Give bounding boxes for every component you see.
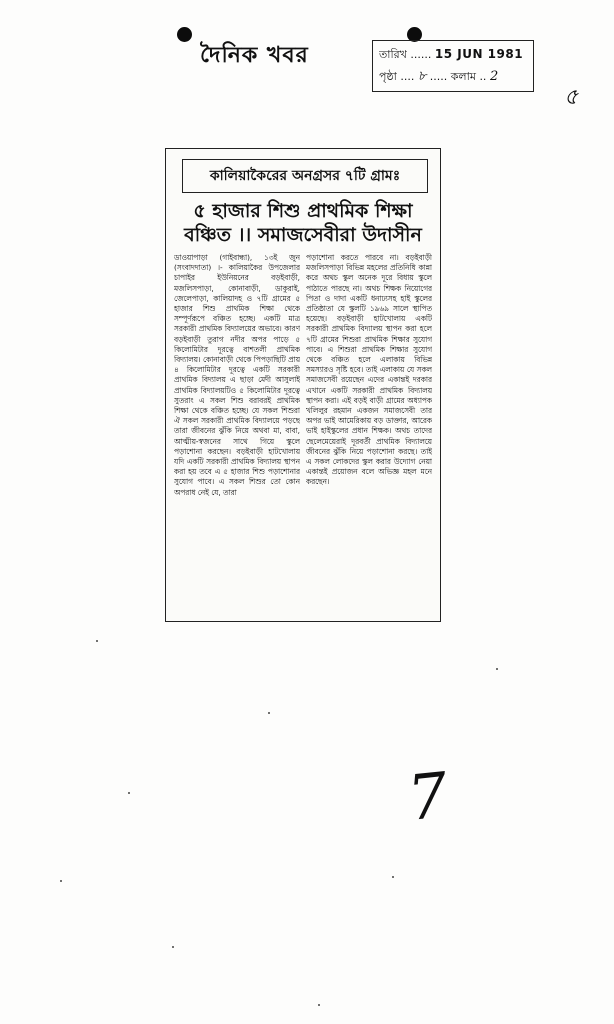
article-kicker: কালিয়াকৈরের অনগ্রসর ৭টি গ্রামঃ <box>182 159 428 193</box>
news-clipping <box>165 148 441 622</box>
article-body <box>174 253 432 498</box>
scan-speck <box>172 946 174 948</box>
date-stamp: তারিখ ...... 15 JUN 1981 পৃষ্ঠা .... ৮ ..... কলাম .. 2 <box>372 40 534 92</box>
stamp-column-value: 2 <box>489 69 499 84</box>
stamp-column-label: কলাম <box>450 70 476 83</box>
stamp-page-label: পৃষ্ঠা <box>379 70 397 83</box>
stamp-date-value: 15 JUN 1981 <box>434 47 524 61</box>
stamp-page-value: ৮ <box>417 69 427 84</box>
scan-speck <box>318 1004 320 1006</box>
stamp-date-label: তারিখ <box>379 48 407 61</box>
article-headline: ৫ হাজার শিশু প্রাথমিক শিক্ষা বঞ্চিত ।। সমাজসেবীরা উদাসীন <box>184 200 422 246</box>
newspaper-name: দৈনিক খবর <box>200 42 309 68</box>
scan-speck <box>96 640 98 642</box>
scan-speck <box>268 712 270 714</box>
scan-speck <box>60 880 62 882</box>
article-column-right <box>306 253 432 498</box>
column-left-text: ডাওয়াপাড়া (গাইবান্ধা), ১৩ই জুন (সংবাদদাতা) ।- কালিয়াকৈর উপজেলার চাপাইর ইউনিয়নের বড়ইবাড়ী, মজলিসপাড়া, কোনাবাড়ী, ডাকুরাই, জেলেপাড়া, কালিয়াদহ ও ৭টি গ্রামের ৫ হাজার শিশু প্রাথমিক শিক্ষা থেকে সম্পূর্ণরূপে বঞ্চিত হচ্ছে। একটি মাত্র সরকারী প্রাথমিক বিদ্যালয়ের অভাবে। কারণ বড়ইবাড়ী তুরাগ নদীর অপর পাড়ে ৫ কিলোমিটার দূরত্বে বাশতলী প্রাথমিক বিদ্যালয়। কোনাবাড়ী থেকে পিপড়াছিটি প্রায় ৪ কিলোমিটার দূরত্বে একটি সরকারী প্রাথমিক বিদ্যালয় এ ছাড়া মেদী আসুলাই প্রাথমিক বিদ্যালয়টিও ৫ কিলোমিটার দূরত্বে সুতরাং এ সকল শিশু বরাবরই প্রাথমিক শিক্ষা থেকে বঞ্চিত হচ্ছে। যে সকল শিশুরা ঐ সকল সরকারী প্রাথমিক বিদ্যালয়ে পড়ছে তারা জীবনের ঝুঁকি নিয়ে অথবা মা, বাবা, আত্মীয়-স্বজনের সাথে গিয়ে স্কুলে পড়াশোনা করছেন। বড়ইবাড়ী হাটখোলায় যদি একটি সরকারী প্রাথমিক বিদ্যালয় স্থাপন করা হয় তবে এ ৫ হাজার শিশু পড়াশোনার সুযোগ পাবে। এ সকল শিশুর তো কোন অপরাধ নেই যে, তারা <box>174 253 300 497</box>
punch-hole-left <box>177 27 192 42</box>
article-column-left <box>174 253 300 498</box>
scan-speck <box>392 876 394 878</box>
scan-speck <box>128 792 130 794</box>
handwritten-number: 7 <box>404 758 452 835</box>
margin-mark: ৫ <box>564 85 579 110</box>
column-right-text: পড়াশোনা করতে পারবে না। বড়ইবাড়ী মজলিসপাড়া বিভিন্ন মহলের প্রতিনিধি কান্না করে অথচ স্কুল অনেক দূরে বিধায় স্কুলে পাঠাতে পারছে না। অথচ শিক্ষক নিয়োগের পিতা ও দাদা একটি ধনাঢ্যসহ হাই স্কুলের প্রতিষ্ঠাতা যে স্কুলটি ১৯৬৯ সালে স্থাপিত হয়েছে। বড়ইবাড়ী হাটখোলায় একটি সরকারী প্রাথমিক বিদ্যালয় স্থাপন করা হলে ৭টি গ্রামের শিশুরা প্রাথমিক শিক্ষার সুযোগ পাবে। এ শিশুরা প্রাথমিক শিক্ষার সুযোগ থেকে বঞ্চিত হলে এলাকায় বিভিন্ন সমস্যারও সৃষ্টি হবে। তাই এলাকায় যে সকল সমাজসেবী রয়েছেন এদের একান্তই দরকার এখানে একটি সরকারী প্রাথমিক বিদ্যালয় স্থাপন করা। এই বড়ই বাড়ী গ্রামের অধ্যাপক খলিলুর রহমান একজন সমাজসেবী তার অপর ভাই আমেরিকায় বড় ডাক্তার, আরেক ভাই হাইস্কুলের প্রধান শিক্ষক। অথচ তাদের ছেলেমেয়েরাই দূরবর্তী প্রাথমিক বিদ্যালয়ে জীবনের ঝুঁকি নিয়ে পড়াশোনা করছে। তাই এ সকল লোকদের স্কুল করার উদ্যোগ নেয়া একান্তই প্রয়োজন বলে অভিজ্ঞ মহল মনে করছেন। <box>306 253 432 487</box>
scan-speck <box>496 668 498 670</box>
